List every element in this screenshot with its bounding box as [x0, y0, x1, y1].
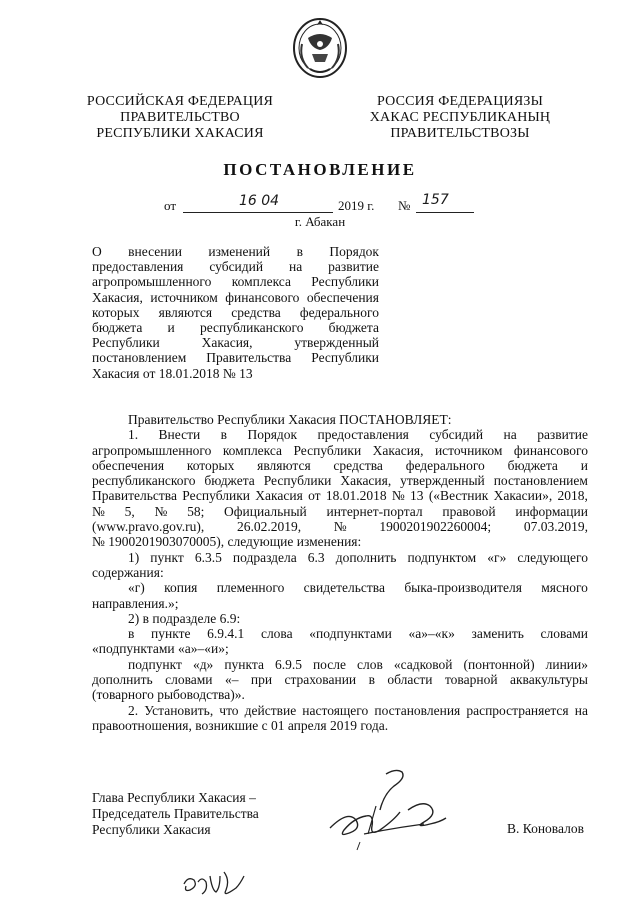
item-2b-line: [92, 657, 588, 672]
word: «–: [224, 672, 239, 688]
subject-line: [92, 244, 379, 259]
word: федерального: [299, 304, 379, 320]
word: Внести: [158, 427, 201, 443]
word: постановлением: [92, 350, 187, 366]
word: мясного: [541, 580, 588, 596]
word: подпункт: [128, 656, 182, 672]
word: словами: [540, 626, 588, 642]
word: пункта: [224, 656, 264, 672]
paragraph-1-line: [92, 458, 588, 473]
word: Хакасия,: [92, 289, 143, 305]
handwritten-initials: [178, 866, 248, 900]
paragraph-1-line: [92, 443, 588, 458]
signature-title-line: Республики Хакасия: [92, 822, 211, 837]
word: №: [92, 503, 105, 519]
word: действие: [244, 702, 297, 718]
signature-title-line: Председатель Правительства: [92, 806, 259, 821]
paragraph-1-line: [92, 473, 588, 488]
word: предоставления: [317, 427, 409, 443]
word: Хакасия: [255, 488, 303, 504]
word: аквакультуры: [509, 672, 588, 688]
date-prefix: от: [164, 198, 177, 213]
date-year: 2019 г.: [338, 198, 375, 213]
word: федерального: [405, 457, 485, 473]
word: 18.01.2018: [325, 488, 387, 504]
word: Хакасия,: [201, 335, 253, 351]
word: настоящего: [302, 702, 369, 718]
signer-name: В. Коновалов: [507, 821, 584, 836]
header-right-line: ПРАВИТЕЛЬСТВОЗЫ: [390, 126, 530, 141]
word: (понтонной): [463, 656, 535, 672]
word: 13: [410, 488, 424, 504]
word: О: [92, 244, 102, 259]
word: 1900201902260004;: [379, 519, 492, 535]
word: от: [308, 488, 321, 504]
resolution-intro: Правительство Республики Хакасия ПОСТАНОВЛЯЕТ:: [128, 412, 452, 427]
word: слова: [260, 626, 293, 642]
word: являются: [257, 457, 311, 473]
word: которых: [186, 457, 235, 473]
item-1-line: [92, 565, 588, 580]
word: обеспечения: [92, 457, 165, 473]
word: содержания:: [92, 564, 164, 580]
word: в: [220, 427, 228, 443]
word: бюджета: [507, 457, 558, 473]
word: «подпунктами «а»–«и»;: [92, 641, 229, 657]
word: 2018,: [557, 488, 588, 504]
word: развитие: [328, 259, 379, 275]
word: бюджета: [328, 320, 379, 336]
header-left-line: РЕСПУБЛИКИ ХАКАСИЯ: [96, 126, 264, 141]
word: словами: [165, 672, 213, 688]
subject-line: [92, 350, 379, 365]
header-right-line: ХАКАС РЕСПУБЛИКАНЫҢ: [369, 110, 551, 125]
word: бюджета: [92, 320, 143, 336]
city-name: г. Абакан: [294, 214, 346, 229]
word: дополнить: [335, 549, 397, 565]
word: изменений: [208, 244, 271, 259]
word: области: [387, 672, 433, 688]
word: свидетельства: [303, 580, 385, 596]
word: слов: [357, 656, 383, 672]
subject-line: [92, 305, 379, 320]
word: в: [368, 672, 375, 688]
word: товарной: [444, 672, 498, 688]
word: Хакасия,: [372, 442, 424, 458]
word: № 1900201903070005), следующие изменения:: [92, 534, 362, 550]
paragraph-1-line: [92, 488, 588, 503]
word: после: [312, 656, 346, 672]
word: (www.pravo.gov.ru),: [92, 519, 205, 535]
item-2a-line: [92, 641, 588, 656]
word: что: [219, 702, 239, 718]
paragraph-1-line: [92, 504, 588, 519]
word: Хакасия,: [340, 473, 392, 489]
word: и: [580, 457, 588, 473]
word: бюджета: [204, 473, 255, 489]
item-1-line: [92, 550, 588, 565]
word: 6.3: [307, 549, 325, 565]
word: на: [289, 259, 303, 275]
word: пункт: [150, 549, 184, 565]
word: Хакасия от 18.01.2018 № 13: [92, 365, 253, 381]
signature-title: [92, 790, 259, 838]
coat-of-arms-emblem: [290, 14, 350, 82]
word: («Вестник: [428, 488, 489, 504]
word: внесении: [128, 244, 182, 259]
word: Республики: [293, 442, 362, 458]
word: «д»: [192, 656, 214, 672]
word: «садковой: [393, 656, 453, 672]
header-left-line: ПРАВИТЕЛЬСТВО: [120, 110, 240, 125]
word: Правительства: [206, 350, 292, 366]
word: правоотношения, возникшие с 01 апреля 2019 года.: [92, 717, 389, 733]
word: информации: [515, 503, 588, 519]
word: в: [128, 626, 135, 642]
word: направления.»;: [92, 595, 179, 611]
word: Республики: [182, 488, 250, 504]
header-left: [70, 94, 290, 142]
word: республиканского: [199, 320, 304, 336]
word: финансового: [225, 289, 300, 305]
word: Республики: [311, 274, 379, 290]
word: копия: [164, 580, 198, 596]
paragraph-1-line: [92, 519, 588, 534]
word: финансового: [513, 442, 588, 458]
subject-line: [92, 259, 379, 274]
word: №: [391, 488, 405, 504]
word: Официальный: [224, 503, 307, 519]
word: дополнить: [92, 672, 153, 688]
word: Установить,: [144, 702, 214, 718]
subject-line: [92, 274, 379, 289]
word: Порядок: [247, 427, 298, 443]
word: 1): [128, 549, 140, 565]
word: племенного: [216, 580, 285, 596]
word: в: [296, 244, 303, 259]
date-field: [183, 193, 333, 213]
word: заменить: [471, 626, 524, 642]
header-right: [350, 94, 570, 142]
subject-line: [92, 320, 379, 335]
word: подраздела: [232, 549, 297, 565]
item-2-heading: 2) в подразделе 6.9:: [128, 610, 241, 626]
word: 6.3.5: [194, 549, 222, 565]
word: страховании: [284, 672, 357, 688]
word: постановления: [374, 702, 461, 718]
word: средства: [231, 304, 281, 320]
subject-block: [92, 244, 379, 381]
subject-line: [92, 335, 379, 350]
paragraph-2-line: [92, 718, 588, 733]
word: и: [167, 320, 175, 336]
word: утвержденный: [400, 473, 485, 489]
word: 58;: [187, 503, 205, 519]
word: комплекса: [222, 442, 283, 458]
word: агропромышленного: [92, 274, 212, 290]
word: комплекса: [231, 274, 291, 290]
word: являются: [158, 304, 213, 320]
word: 6.9.5: [274, 656, 302, 672]
header-right-line: РОССИЯ ФЕДЕРАЦИЯЗЫ: [376, 94, 544, 109]
word: интернет-портал: [326, 503, 423, 519]
word: линии»: [545, 656, 588, 672]
word: при: [250, 672, 273, 688]
paragraph-1-line: [92, 427, 588, 442]
word: которых: [92, 304, 140, 320]
word: 1.: [128, 427, 139, 443]
word: Республики: [92, 335, 160, 351]
word: 07.03.2019,: [523, 519, 588, 535]
item-1g-line: [92, 596, 588, 611]
word: субсидий: [429, 427, 484, 443]
word: предоставления: [92, 259, 184, 275]
subject-line: [92, 366, 379, 381]
item-2b-line: [92, 687, 588, 702]
word: (товарного рыбоводства)».: [92, 687, 245, 703]
word: на: [503, 427, 517, 443]
word: постановлением: [493, 473, 588, 489]
word: №: [154, 503, 168, 519]
word: субсидий: [209, 259, 264, 275]
word: средства: [333, 457, 383, 473]
word: Республики: [263, 473, 332, 489]
paragraph-2-line: [92, 703, 588, 718]
word: быка-производителя: [404, 580, 522, 596]
word: 6.9.4.1: [207, 626, 245, 642]
body-text: [92, 412, 588, 733]
word: подпунктом: [407, 549, 477, 565]
word: источником: [150, 289, 218, 305]
word: агропромышленного: [92, 442, 212, 458]
word: правовой: [442, 503, 496, 519]
word: Порядок: [329, 244, 379, 259]
word: «подпунктами: [309, 626, 392, 642]
word: №: [333, 519, 347, 535]
word: пункте: [151, 626, 191, 642]
word: «г»: [487, 549, 507, 565]
word: утвержденный: [294, 335, 379, 351]
word: 5,: [124, 503, 135, 519]
document-title: ПОСТАНОВЛЕНИЕ: [223, 160, 417, 179]
word: Хакасии»,: [493, 488, 553, 504]
word: «г): [128, 580, 145, 596]
handwritten-number: 157: [422, 192, 449, 208]
word: развитие: [537, 427, 588, 443]
word: распространяется: [466, 702, 569, 718]
item-2a-line: [92, 626, 588, 641]
word: республиканского: [92, 473, 196, 489]
number-field: [416, 192, 474, 213]
word: на: [574, 702, 588, 718]
word: обеспечения: [306, 289, 379, 305]
paragraph-1-line: [92, 534, 588, 549]
number-sign: №: [398, 198, 411, 213]
word: Республики: [311, 350, 379, 366]
word: источником: [434, 442, 503, 458]
word: 2.: [128, 702, 139, 718]
word: следующего: [517, 549, 588, 565]
subject-line: [92, 290, 379, 305]
word: «а»–«к»: [408, 626, 455, 642]
word: 26.02.2019,: [236, 519, 302, 535]
word: Правительства: [92, 488, 177, 504]
handwritten-date: 16 04: [239, 193, 280, 209]
handwritten-signature: [320, 762, 450, 854]
item-1g-line: [92, 580, 588, 595]
item-2b-line: [92, 672, 588, 687]
signature-title-line: Глава Республики Хакасия –: [92, 790, 256, 805]
header-left-line: РОССИЙСКАЯ ФЕДЕРАЦИЯ: [86, 94, 274, 109]
